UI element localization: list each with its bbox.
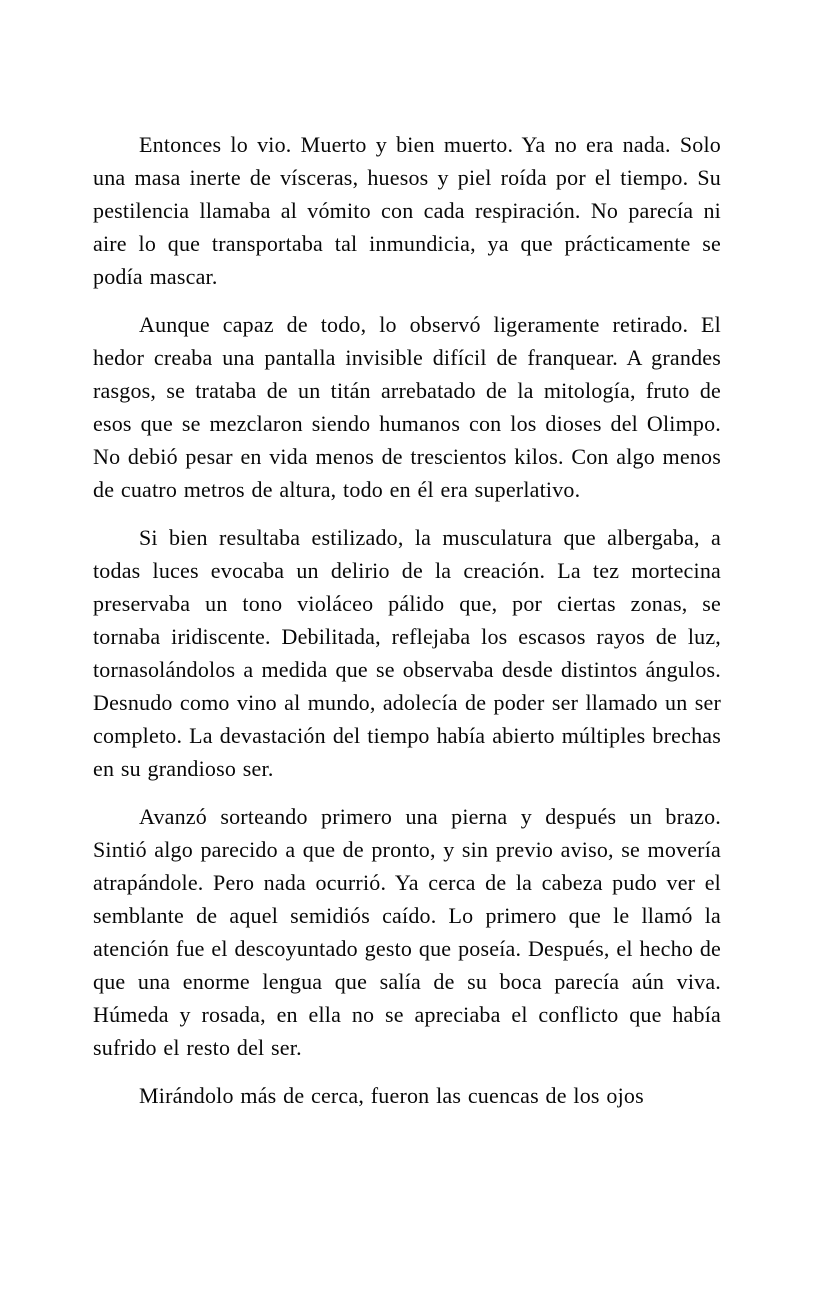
- paragraph-3: Si bien resultaba estilizado, la musculatura que albergaba, a todas luces evocaba un delirio de la creación. La tez mortecina preservaba un tono violáceo pálido que, por ciertas zonas, se tornaba iridiscente. Debilitada, reflejaba los escasos rayos de luz, tornasolándolos a medida que se observaba desde distintos ángulos. Desnudo como vino al mundo, adolecía de poder ser llamado un ser completo. La devastación del tiempo había abierto múltiples brechas en su grandioso ser.: [93, 525, 721, 781]
- paragraph-1: Entonces lo vio. Muerto y bien muerto. Ya no era nada. Solo una masa inerte de vísceras, huesos y piel roída por el tiempo. Su pestilencia llamaba al vómito con cada respiración. No parecía ni aire lo que transportaba tal inmundicia, ya que prácticamente se podía mascar.: [93, 132, 721, 289]
- page-text-block: [93, 128, 721, 1112]
- paragraph-5-truncated: Mirándolo más de cerca, fueron las cuencas de los ojos: [139, 1083, 644, 1108]
- paragraph-2: Aunque capaz de todo, lo observó ligeramente retirado. El hedor creaba una pantalla invisible difícil de franquear. A grandes rasgos, se trataba de un titán arrebatado de la mitología, fruto de esos que se mezclaron siendo humanos con los dioses del Olimpo. No debió pesar en vida menos de trescientos kilos. Con algo menos de cuatro metros de altura, todo en él era superlativo.: [93, 312, 721, 502]
- paragraph-4: Avanzó sorteando primero una pierna y después un brazo. Sintió algo parecido a que de pronto, y sin previo aviso, se movería atrapándole. Pero nada ocurrió. Ya cerca de la cabeza pudo ver el semblante de aquel semidiós caído. Lo primero que le llamó la atención fue el descoyuntado gesto que poseía. Después, el hecho de que una enorme lengua que salía de su boca parecía aún viva. Húmeda y rosada, en ella no se apreciaba el conflicto que había sufrido el resto del ser.: [93, 804, 721, 1060]
